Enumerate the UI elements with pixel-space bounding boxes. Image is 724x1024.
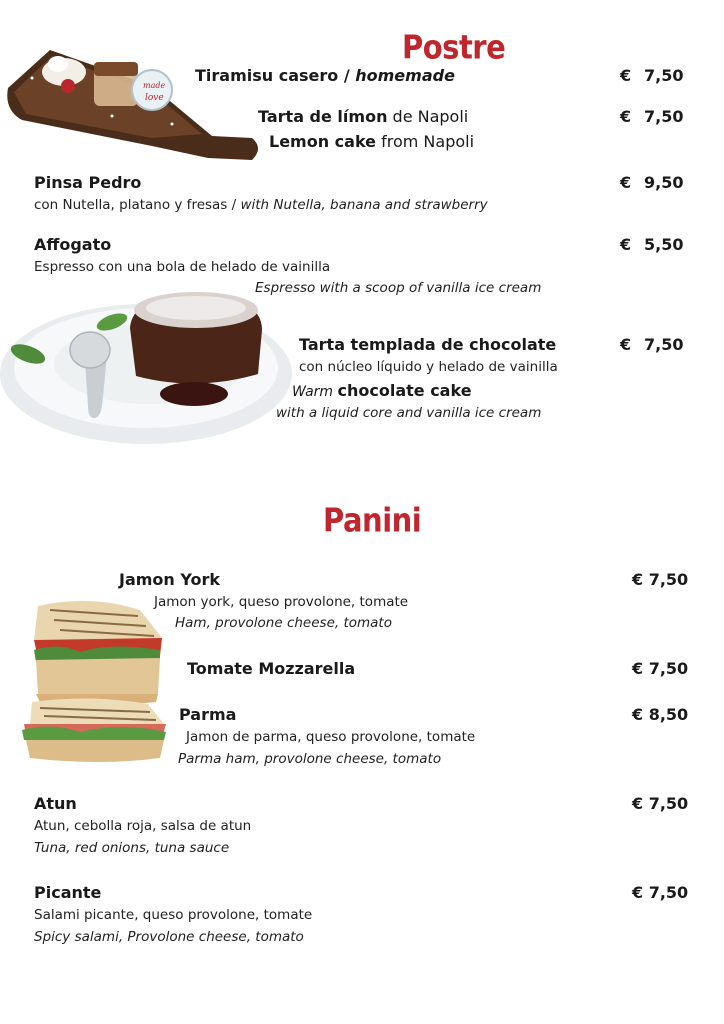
menu-item-name: Atun (34, 794, 77, 813)
menu-item-price: € 7,50 (620, 107, 684, 126)
menu-item-name-en: Warm chocolate cake (292, 381, 472, 400)
menu-item-name: Picante (34, 883, 102, 902)
menu-item-desc: con Nutella, platano y fresas / with Nutella, banana and strawberry (34, 197, 488, 213)
menu-item-desc-en: Tuna, red onions, tuna sauce (34, 840, 230, 856)
section-title-postre: Postre (402, 27, 506, 67)
menu-item-price: € 5,50 (620, 235, 684, 254)
panini-stack-photo (20, 598, 170, 764)
menu-item-name: Jamon York (119, 570, 221, 589)
menu-item-price: € 9,50 (620, 173, 684, 192)
menu-item-desc-en: Parma ham, provolone cheese, tomato (178, 751, 442, 767)
menu-item-price: € 7,50 (632, 794, 689, 813)
menu-item-desc-es: con núcleo líquido y helado de vainilla (299, 359, 558, 375)
menu-item-name: Pinsa Pedro (34, 173, 142, 192)
menu-item-desc-es: Salami picante, queso provolone, tomate (34, 907, 313, 923)
menu-item-name-en: Lemon cake from Napoli (269, 132, 475, 151)
svg-text:love: love (145, 93, 164, 103)
menu-item-name: Tarta templada de chocolate (299, 335, 557, 354)
menu-item-desc-en: Espresso with a scoop of vanilla ice cream (255, 280, 542, 296)
menu-item-price: € 7,50 (620, 66, 684, 85)
menu-item-price: € 7,50 (632, 883, 689, 902)
tiramisu-board-photo (2, 38, 264, 166)
menu-item-name: Tomate Mozzarella (187, 659, 356, 678)
menu-item-name: Parma (179, 705, 237, 724)
chocolate-cake-plate-photo (0, 284, 298, 448)
section-title-panini: Panini (323, 500, 422, 540)
menu-item-name: Affogato (34, 235, 112, 254)
menu-item-desc-en: with a liquid core and vanilla ice cream (276, 405, 542, 421)
menu-item-desc-en: Ham, provolone cheese, tomato (175, 615, 392, 631)
svg-text:made: made (143, 81, 166, 90)
menu-item-price: € 7,50 (620, 335, 684, 354)
menu-item-desc-en: Spicy salami, Provolone cheese, tomato (34, 929, 304, 945)
menu-item-desc-es: Jamon york, queso provolone, tomate (154, 594, 409, 610)
menu-item-price: € 8,50 (632, 705, 689, 724)
menu-item-price: € 7,50 (632, 659, 689, 678)
menu-item-price: € 7,50 (632, 570, 689, 589)
menu-item-desc-es: Espresso con una bola de helado de vainilla (34, 259, 331, 275)
menu-item-name: Tarta de límon de Napoli (258, 107, 469, 126)
menu-item-desc-es: Atun, cebolla roja, salsa de atun (34, 818, 252, 834)
menu-item-name: Tiramisu casero / homemade (195, 66, 455, 85)
menu-item-desc-es: Jamon de parma, queso provolone, tomate (186, 729, 476, 745)
